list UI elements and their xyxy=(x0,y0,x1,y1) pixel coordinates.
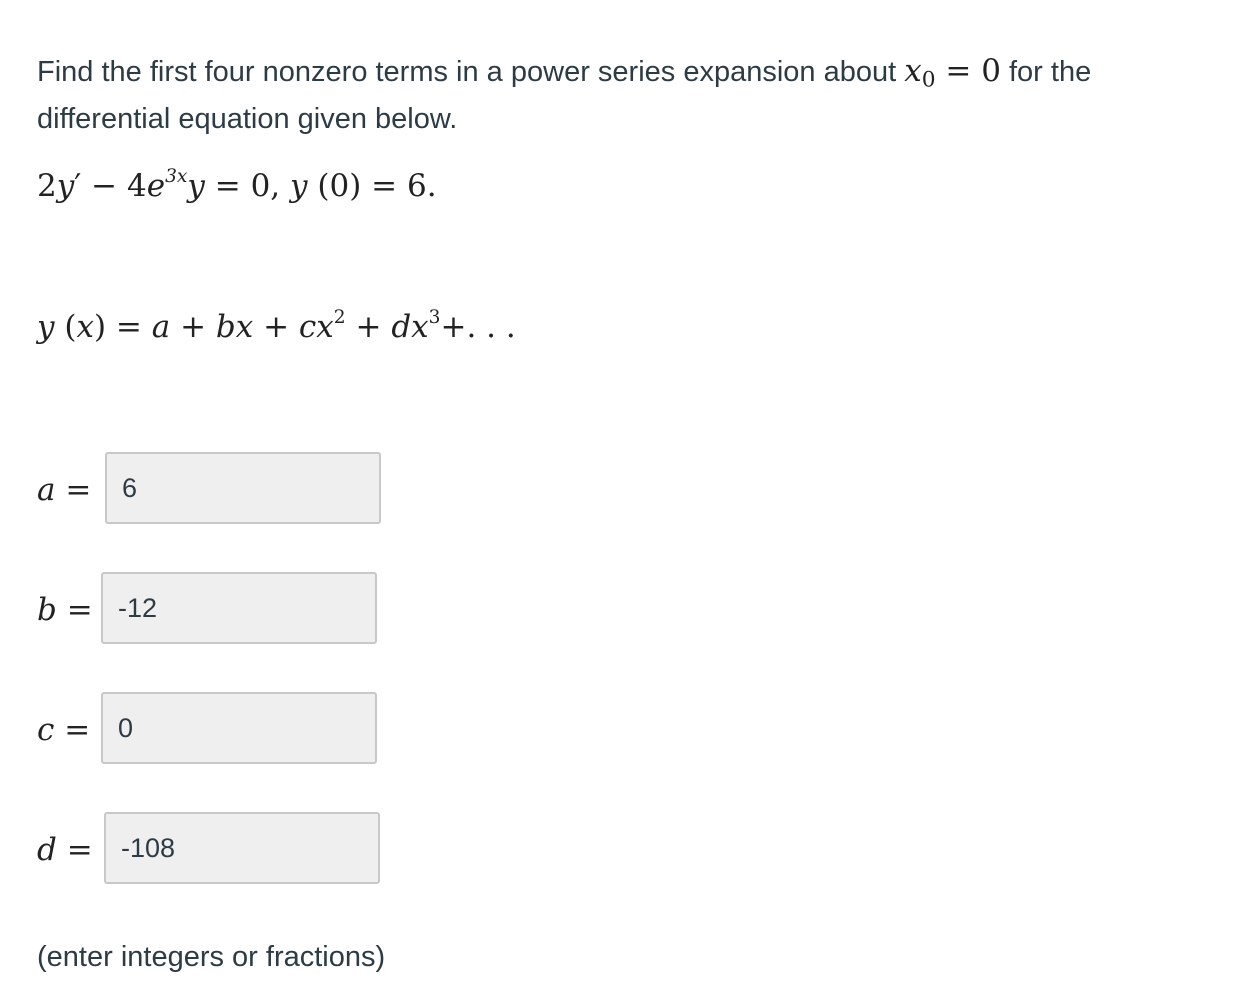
field-row-a xyxy=(0,452,400,528)
eq-coefficient: 2 xyxy=(37,168,57,204)
series-a: a xyxy=(151,309,171,345)
series-power-3: 3 xyxy=(428,307,441,329)
series-dx: dx xyxy=(391,309,429,345)
label-b-letter: b xyxy=(37,592,57,628)
field-row-c xyxy=(0,692,400,768)
eq-minus-term: − 4 xyxy=(81,168,147,204)
field-label-b xyxy=(37,572,93,648)
series-ellipsis: +. . . xyxy=(440,309,516,345)
field-label-c xyxy=(37,692,90,768)
center-subscript: 0 xyxy=(921,67,936,93)
expansion-point xyxy=(904,53,1001,93)
label-c-letter: c xyxy=(37,712,55,748)
label-d-letter: d xyxy=(37,832,57,868)
field-row-d xyxy=(0,812,400,888)
differential-equation xyxy=(37,168,437,204)
eq-exp-power: 3x xyxy=(165,166,188,188)
series-paren-open: ( xyxy=(54,309,77,345)
answer-input-d[interactable] xyxy=(104,812,380,884)
label-d-equals: = xyxy=(56,832,93,868)
answer-input-c[interactable] xyxy=(101,692,377,764)
question-text-after: for the differential equation given below. xyxy=(37,56,1092,135)
field-label-a xyxy=(37,452,91,528)
answer-format-note: (enter integers or fractions) xyxy=(37,941,386,973)
eq-prime: ′ xyxy=(74,168,82,204)
eq-initial-y: y xyxy=(290,168,308,204)
eq-y-term: y xyxy=(187,168,205,204)
series-plus: + xyxy=(170,309,216,345)
eq-initial-condition: (0) = 6. xyxy=(307,168,437,204)
series-bx: bx xyxy=(215,309,254,345)
eq-equals-zero: = 0, xyxy=(204,168,291,204)
field-row-b xyxy=(0,572,400,648)
label-b-equals: = xyxy=(56,592,93,628)
center-variable: x xyxy=(904,53,922,89)
eq-exp-base: e xyxy=(146,168,166,204)
series-plus: + xyxy=(345,309,392,345)
center-equals: = 0 xyxy=(935,53,1001,89)
series-x: x xyxy=(76,309,94,345)
answer-input-b[interactable] xyxy=(101,572,377,644)
eq-y: y xyxy=(56,168,75,204)
question-prompt xyxy=(37,48,1217,143)
series-cx: cx xyxy=(298,309,334,345)
series-plus: + xyxy=(253,309,299,345)
label-c-equals: = xyxy=(54,712,91,748)
label-a-letter: a xyxy=(37,472,56,508)
series-form xyxy=(37,309,516,345)
label-a-equals: = xyxy=(55,472,92,508)
series-y: y xyxy=(37,309,55,345)
question-text-before: Find the first four nonzero terms in a power series expansion about xyxy=(37,56,897,88)
series-paren-close: ) = xyxy=(93,309,152,345)
field-label-d xyxy=(37,812,93,888)
series-power-2: 2 xyxy=(333,307,346,329)
answer-input-a[interactable] xyxy=(105,452,381,524)
